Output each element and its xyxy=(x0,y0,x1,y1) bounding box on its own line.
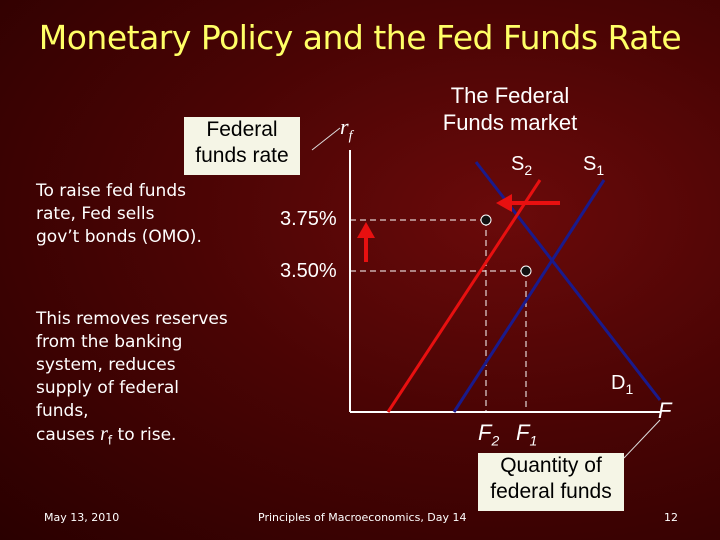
xaxis-callout-line-1: Quantity of xyxy=(500,454,602,477)
qty-old-label: $F_1$ xyxy=(516,420,538,449)
xaxis-callout xyxy=(478,453,624,511)
left-text-block-2 xyxy=(36,308,228,452)
label-s2: $S_2$ xyxy=(511,153,533,178)
left-text-2-line-5: funds, xyxy=(36,401,89,421)
market-title xyxy=(425,82,595,136)
yaxis-pointer-line xyxy=(312,128,340,150)
footer-date: May 13, 2010 xyxy=(44,511,120,524)
left-text-2-line-6: causes $r_f$ to rise. xyxy=(36,423,177,448)
left-text-2-line-4: supply of federal xyxy=(36,378,180,398)
market-title-line-2: Funds market xyxy=(442,110,578,135)
rate-rise-arrow xyxy=(357,222,375,262)
footer-course: Principles of Macroeconomics, Day 14 xyxy=(258,511,467,524)
yaxis-symbol: $r_f$ xyxy=(340,114,353,144)
left-text-2-line-2: from the banking xyxy=(36,332,183,352)
xaxis-symbol: F xyxy=(658,398,672,423)
left-text-2-line-1: This removes reserves xyxy=(36,309,228,329)
label-s1: $S_1$ xyxy=(583,153,605,178)
xaxis-pointer-line xyxy=(624,420,660,458)
label-d1: $D_1$ xyxy=(611,372,634,397)
supply-curve-s1 xyxy=(454,180,604,412)
xaxis-callout-line-2: federal funds xyxy=(490,480,612,503)
yaxis-callout xyxy=(184,117,300,175)
equilibrium-old-dot xyxy=(521,266,531,276)
market-title-line-1: The Federal xyxy=(450,83,570,108)
supply-curve-s2 xyxy=(388,180,540,412)
qty-new-label: $F_2$ xyxy=(478,420,500,449)
footer-page-number: 12 xyxy=(664,511,678,524)
rate-high-label: 3.75% xyxy=(280,208,337,230)
left-text-2-line-3: system, reduces xyxy=(36,355,176,375)
left-text-block-1 xyxy=(36,180,202,249)
slide-title: Monetary Policy and the Fed Funds Rate xyxy=(38,18,682,57)
equilibrium-new-dot xyxy=(481,215,491,225)
left-text-1-line-3: gov’t bonds (OMO). xyxy=(36,227,202,247)
demand-curve-d1 xyxy=(476,162,660,400)
yaxis-callout-line-1: Federal xyxy=(206,118,278,141)
rate-low-label: 3.50% xyxy=(280,260,337,282)
yaxis-callout-line-2: funds rate xyxy=(195,144,289,167)
left-text-1-line-2: rate, Fed sells xyxy=(36,204,155,224)
left-text-1-line-1: To raise fed funds xyxy=(36,181,186,201)
